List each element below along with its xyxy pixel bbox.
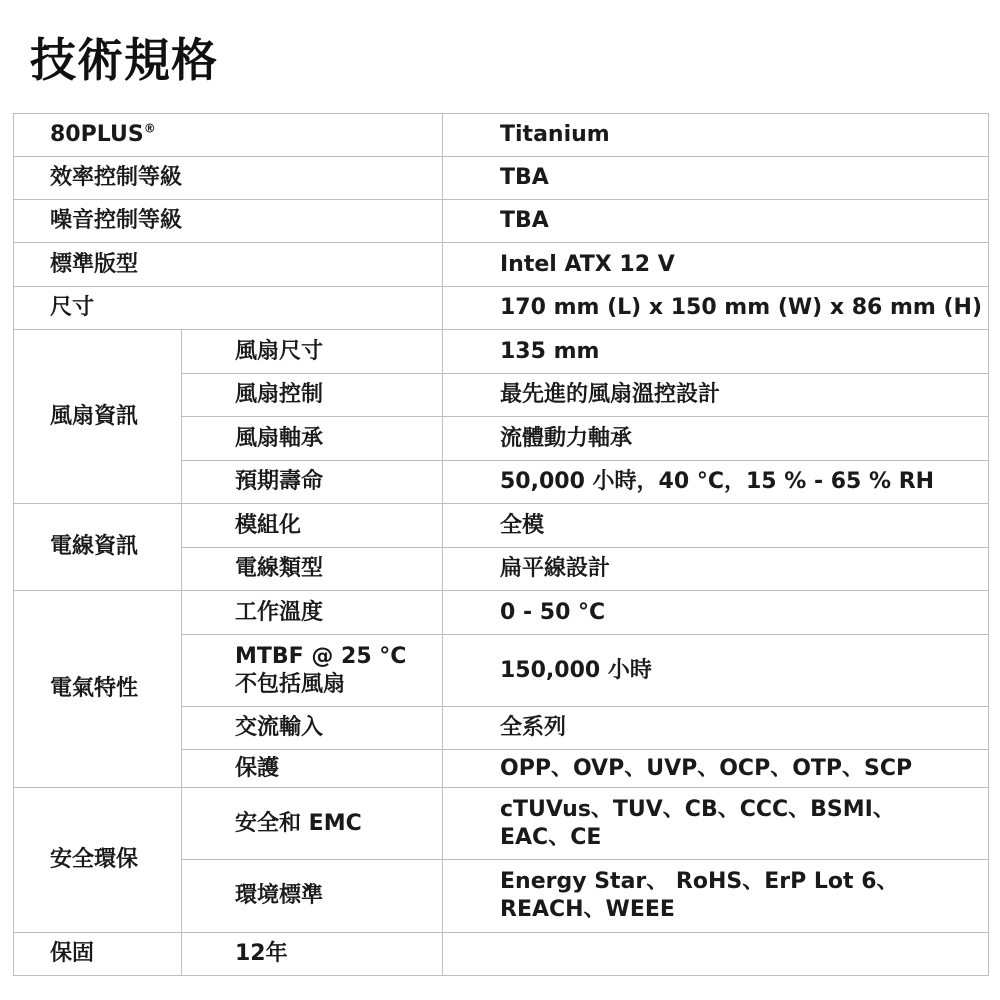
row-label: 風扇軸承 [182, 417, 443, 461]
spec-row-dimensions [14, 287, 989, 330]
spec-row-efficiency [14, 157, 989, 200]
row-label [14, 114, 443, 157]
row-value: Titanium [443, 114, 989, 157]
row-value: TBA [443, 157, 989, 200]
row-label: 環境標準 [182, 860, 443, 933]
row-label: 效率控制等級 [14, 157, 443, 200]
spec-row-80plus [14, 114, 989, 157]
group-label-safety: 安全環保 [14, 788, 182, 933]
row-value: 全系列 [443, 707, 989, 750]
row-label: 工作溫度 [182, 591, 443, 635]
row-label: 預期壽命 [182, 461, 443, 504]
row-value-line: cTUVus、TUV、CB、CCC、BSMI、 [500, 796, 895, 822]
row-label: 尺寸 [14, 287, 443, 330]
spec-row-form-factor [14, 243, 989, 287]
row-value: 全模 [443, 504, 989, 548]
empty-cell [443, 933, 989, 976]
spec-row-operating-temp [14, 591, 989, 635]
row-value: Intel ATX 12 V [443, 243, 989, 287]
row-value [443, 788, 989, 860]
row-label: 模組化 [182, 504, 443, 548]
row-value-line: REACH、WEEE [500, 897, 675, 922]
row-value: 170 mm (L) x 150 mm (W) x 86 mm (H) [443, 287, 989, 330]
row-label: 安全和 EMC [182, 788, 443, 860]
row-value: 0 - 50 °C [443, 591, 989, 635]
row-label: 交流輸入 [182, 707, 443, 750]
row-value: 流體動力軸承 [443, 417, 989, 461]
spec-table [13, 113, 989, 976]
row-value-line: Energy Star、 RoHS、ErP Lot 6、 [500, 869, 899, 894]
row-value-line: EAC、CE [500, 824, 602, 850]
page-title: 技術規格 [30, 33, 218, 87]
row-value: 扁平線設計 [443, 548, 989, 591]
group-label-fan: 風扇資訊 [14, 330, 182, 504]
spec-row-noise [14, 200, 989, 243]
row-label: 保固 [14, 933, 182, 976]
row-label-line: 不包括風扇 [235, 671, 346, 697]
row-label: 保護 [182, 750, 443, 788]
row-label: 噪音控制等級 [14, 200, 443, 243]
row-label-line: MTBF @ 25 °C [235, 643, 407, 669]
row-value: 135 mm [443, 330, 989, 374]
row-label: 電線類型 [182, 548, 443, 591]
spec-row-safety-emc [14, 788, 989, 860]
row-label: 標準版型 [14, 243, 443, 287]
row-label: 風扇尺寸 [182, 330, 443, 374]
spec-row-fan-size [14, 330, 989, 374]
group-label-cable: 電線資訊 [14, 504, 182, 591]
row-value: OPP、OVP、UVP、OCP、OTP、SCP [443, 750, 989, 788]
row-label-text: 80PLUS [50, 122, 144, 147]
group-label-electrical: 電氣特性 [14, 591, 182, 788]
spec-row-warranty [14, 933, 989, 976]
row-value: TBA [443, 200, 989, 243]
row-value: 50,000 小時，40 °C，15 % - 65 % RH [443, 461, 989, 504]
row-value: 最先進的風扇溫控設計 [443, 374, 989, 417]
registered-mark: ® [143, 121, 156, 136]
row-value: 12年 [182, 933, 443, 976]
row-value: 150,000 小時 [443, 635, 989, 707]
row-label [182, 635, 443, 707]
spec-row-modular [14, 504, 989, 548]
row-label: 風扇控制 [182, 374, 443, 417]
row-value [443, 860, 989, 933]
